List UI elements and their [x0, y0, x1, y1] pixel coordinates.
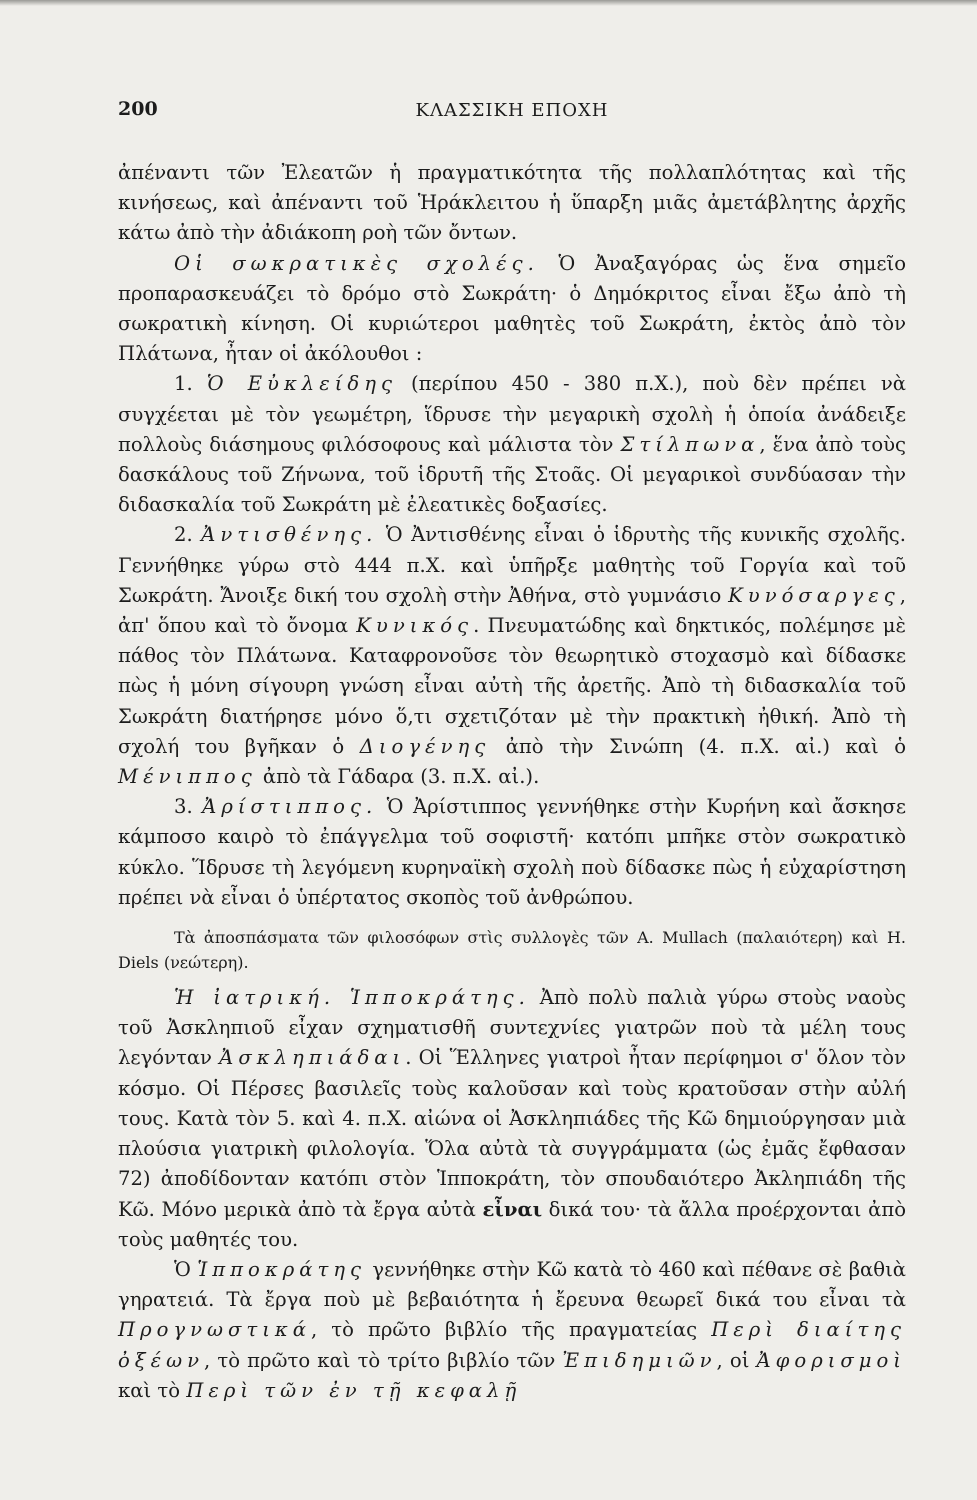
- list-item-aristippos: [118, 792, 906, 913]
- term-asklepiadai: Ἀσκληπιάδαι: [219, 1046, 406, 1070]
- name-stilpon: Στίλπωνα: [620, 432, 760, 456]
- running-title: ΚΛΑΣΣΙΚΗ ΕΠΟΧΗ: [415, 100, 609, 121]
- name-antisthenes: Ἀντισθένης.: [201, 523, 378, 547]
- name-hippocrates: Ἱπποκράτης: [197, 1257, 367, 1281]
- text-fragment: , ἀπ' ὅπου καὶ τὸ ὄνομα: [118, 583, 906, 638]
- body-text: [118, 158, 906, 1406]
- text-fragment: , τὸ πρῶτο βιβλίο τῆς πραγματείας: [310, 1318, 712, 1342]
- text-fragment: (περίπου 450 - 380 π.Χ.), ποὺ δὲν πρέπει νὰ συγχέεται μὲ τὸν γεωμέτρη, ἵδρυσε τὴν μεγαρικὴ σχολὴ ἡ ὁποία ἀνάδειξε πολλοὺς διάσημους φιλόσοφους καὶ μάλιστα τὸν: [118, 372, 906, 456]
- work-prognostika: Προγνωστικά: [118, 1318, 311, 1342]
- section-heading-medicine: Ἡ ἰατρική. Ἱπποκράτης.: [174, 986, 530, 1010]
- text-fragment: , τὸ πρῶτο καὶ τὸ τρίτο βιβλίο τῶν: [204, 1348, 563, 1372]
- list-item-euclid: [118, 369, 906, 520]
- text-fragment: , ἕνα ἀπὸ τοὺς δασκάλους τοῦ Ζήνωνα, τοῦ ἱδρυτῆ τῆς Στοᾶς. Οἱ μεγαρικοὶ συνδύασαν τὴν διδασκαλία τοῦ Σωκράτη μὲ ἐλεατικὲς δοξασίες.: [118, 432, 907, 517]
- paragraph-1: ἀπέναντι τῶν Ἐλεατῶν ἡ πραγματικότητα τῆς πολλαπλότητας καὶ τῆς κινήσεως, καὶ ἀπέναντι τοῦ Ἡράκλειτου ἡ ὕπαρξη μιᾶς ἀμετάβλητης ἀρχῆς κάτω ἀπὸ τὴν ἀδιάκοπη ροὴ τῶν ὄντων.: [118, 161, 906, 245]
- bold-word: εἶναι: [482, 1197, 543, 1221]
- text-fragment: , οἱ: [716, 1348, 757, 1372]
- text-fragment: Ὁ: [174, 1257, 198, 1281]
- work-peri-kefalis: Περὶ τῶν ἐν τῇ κεφαλῇ: [186, 1378, 522, 1402]
- text-fragment: . Οἱ Ἕλληνες γιατροὶ ἦταν περίφημοι σ' ὅλον τὸν κόσμο. Οἱ Πέρσες βασιλεῖς τοὺς καλοῦσαν καὶ τοὺς κρατοῦσαν στὴν αὐλή τους. Κατὰ τὸν 5. καὶ 4. π.Χ. αἰώνα οἱ Ἀσκληπιάδες τῆς Κῶ δημιούργησαν μιὰ πλούσια γιατρικὴ φιλολογία. Ὅλα αὐτὰ τὰ συγγράμματα (ὡς ἐμᾶς ἔφθασαν 72) ἀποδίδονταν κατόπι στὸν Ἱπποκράτη, τὸν σπουδαιότερο Ἀκληπιάδη τῆς Κῶ. Μόνο μερικὰ ἀπὸ τὰ ἔργα αὐτὰ: [118, 1046, 906, 1221]
- list-number: 3.: [174, 795, 203, 819]
- list-number: 1.: [174, 372, 207, 396]
- name-euclid: Ὁ Εὐκλείδης: [206, 372, 397, 396]
- list-item-antisthenes: [118, 520, 906, 792]
- section-heading-socratic-schools: Οἱ σωκρατικὲς σχολές.: [174, 251, 539, 275]
- text-fragment: δικά του· τὰ ἄλλα προέρχονται ἀπὸ τοὺς μαθητές του.: [118, 1197, 906, 1251]
- text-fragment: καὶ τὸ: [118, 1378, 187, 1402]
- text-fragment: Ἀπὸ πολὺ παλιὰ γύρω στοὺς ναοὺς τοῦ Ἀσκληπιοῦ εἶχαν σχηματισθῆ συντεχνίες γιατρῶν ποὺ τὰ μέλη τους λεγόνταν: [118, 986, 906, 1070]
- page-number: 200: [118, 98, 158, 120]
- text-fragment: γεννήθηκε στὴν Κῶ κατὰ τὸ 460 καὶ πέθανε σὲ βαθιὰ γηρατειά. Τὰ ἔργα ποὺ μὲ βεβαιότητα ἡ ἔρευνα θεωρεῖ δικά του εἶναι τὰ: [118, 1257, 907, 1312]
- list-number: 2.: [174, 523, 202, 547]
- work-epidemies: Ἐπιδημιῶν: [562, 1348, 717, 1372]
- name-kynikos: Κυνικός: [356, 614, 474, 638]
- work-peri-diaites: Περὶ διαίτης ὀξέων: [118, 1318, 906, 1372]
- name-kynosarges: Κυνόσαργες: [728, 583, 900, 607]
- text-fragment: Ὁ Ἀρίστιππος γεννήθηκε στὴν Κυρήνη καὶ ἄσκησε κάμποσο καιρὸ τὸ ἐπάγγελμα τοῦ σοφιστῆ· κατόπι μπῆκε στὸν σωκρατικὸ κύκλο. Ἵδρυσε τὴ λεγόμενη κυρηναϊκὴ σχολὴ ποὺ δίδασκε πὼς ἡ εὐχαρίστηση πρέπει νὰ εἶναι ὁ ὑπέρτατος σκοπὸς τοῦ ἀνθρώπου.: [118, 795, 906, 909]
- page-header: [118, 98, 906, 128]
- text-fragment: Ὁ Ἀντισθένης εἶναι ὁ ἱδρυτὴς τῆς κυνικῆς σχολῆς. Γεννήθηκε γύρω στὸ 444 π.Χ. καὶ ὑπῆρξε μαθητὴς τοῦ Γοργία καὶ τοῦ Σωκράτη. Ἄνοιξε δική του σχολὴ στὴν Ἀθήνα, στὸ γυμνάσιο: [118, 523, 906, 607]
- text-fragment: . Πνευματώδης καὶ δηκτικός, πολέμησε μὲ πάθος τὸν Πλάτωνα. Καταφρονοῦσε τὸν θεωρητικὸ στοχασμὸ καὶ δίδασκε πὼς ἡ μόνη σίγουρη γνώση εἶναι αὐτὴ τῆς ἀρετῆς. Ἀπὸ τὴ διδασκαλία τοῦ Σωκράτη διατήρησε μόνο ὅ,τι σχετιζόταν μὲ τὴν πρακτικὴ ἠθική. Ἀπὸ τὴ σχολή του βγῆκαν ὁ: [118, 614, 906, 758]
- paragraph-medicine: [118, 983, 906, 1255]
- bibliographic-note: Τὰ ἀποσπάσματα τῶν φιλοσόφων στὶς συλλογὲς τῶν A. Mullach (παλαιότερη) καὶ H. Diels (νεώτερη).: [118, 928, 906, 973]
- text-fragment: ἀπὸ τὴν Σινώπη (4. π.Χ. αἰ.) καὶ ὁ: [490, 734, 906, 758]
- work-aphorismoi: Ἀφορισμοὶ: [756, 1348, 906, 1372]
- text-fragment: ἀπὸ τὰ Γάδαρα (3. π.Χ. αἰ.).: [256, 765, 540, 789]
- paragraph-text: Ὁ Ἀναξαγόρας ὡς ἕνα σημεῖο προπαρασκευάζει τὸ δρόμο στὸ Σωκράτη· ὁ Δημόκριτος εἶναι ἔξω ἀπὸ τὴ σωκρατικὴ κίνηση. Οἱ κυριώτεροι μαθητὲς τοῦ Σωκράτη, ἐκτὸς ἀπὸ τὸν Πλάτωνα, ἦταν οἱ ἀκόλουθοι :: [118, 251, 906, 366]
- name-diogenes: Διογένης: [359, 734, 491, 758]
- page-top-edge: [0, 0, 977, 6]
- name-menippos: Μένιππος: [118, 765, 257, 789]
- paragraph-hippocrates: [118, 1255, 906, 1406]
- paragraph-socratic-schools: [118, 249, 906, 370]
- name-aristippos: Ἀρίστιππος.: [202, 795, 378, 819]
